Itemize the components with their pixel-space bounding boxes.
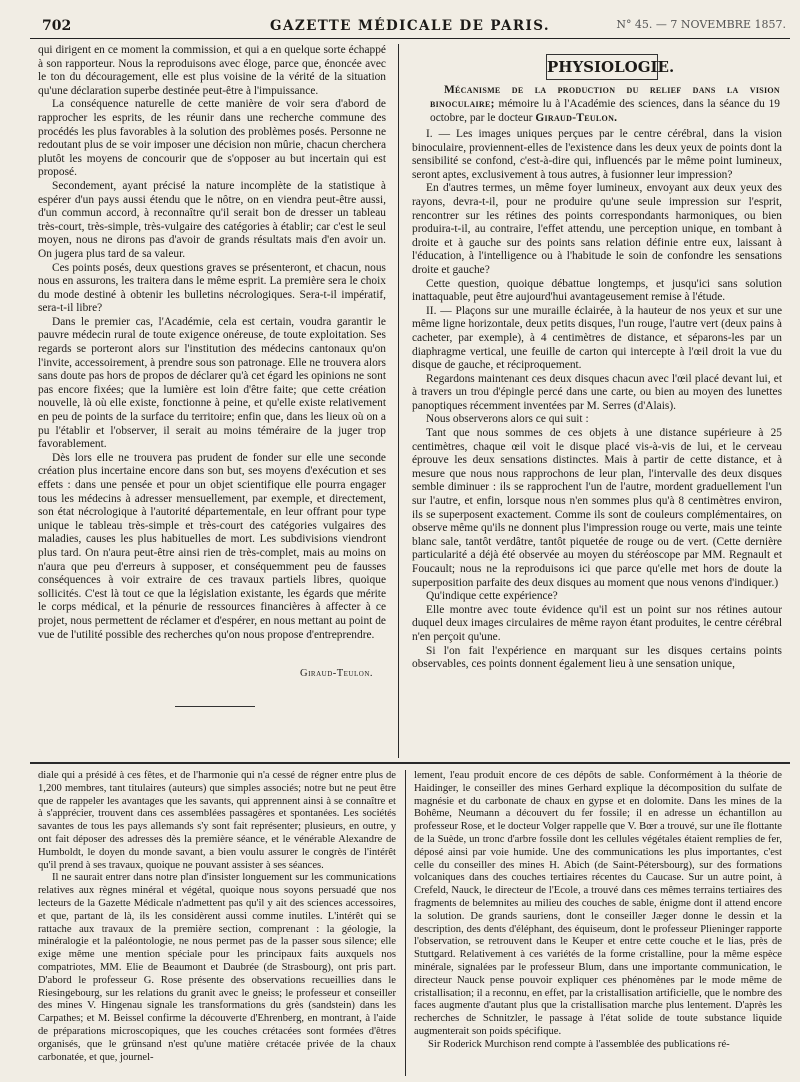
paragraph: Regardons maintenant ces deux disques chacun avec l'œil placé devant lui, et à travers un trou d'épingle percé dans une carte, ou bien au moyen des lunettes panoptiques récemment inventées par M. Serres (d'Alais).: [412, 372, 782, 412]
author-signature: Giraud-Teulon.: [300, 668, 374, 679]
end-rule: [175, 706, 255, 707]
paragraph: Ces points posés, deux questions graves se présenteront, et chacun, nous nous en assurons, les traitera dans le même esprit. La première sera le choix du mode destiné à obtenir les bulletins nécrologiques. Sera-t-il impératif, sera-t-il libre?: [38, 261, 386, 315]
paragraph: Dans le premier cas, l'Académie, cela est certain, voudra garantir le pauvre médecin rural de toute exigence onéreuse, de toute exploitation. Ses regards se porteront alors sur l'institution des médecins cantonaux qu'on l'invite, accessoirement, à prendre sous son patronage. Elle ne trouvera alors sans doute pas hors de propos de déclarer qu'à cet égard les opinions ne sont pas encore fixées; que la lumière est loin d'être faite; que cette création nouvelle, là où elle existe, fonctionne à peine, et qu'elle existe relativement en peu de points de la surface du territoire; enfin que, dans les lieux où on a pu l'établir et l'observer, il serait au moins téméraire de la juger trop favorablement.: [38, 315, 386, 451]
paragraph: Cette question, quoique débattue longtemps, et jusqu'ici sans solution inattaquable, peut être aujourd'hui avantageusement remise à l'étude.: [412, 277, 782, 304]
left-column: [38, 44, 386, 664]
paragraph: Secondement, ayant précisé la nature incomplète de la statistique à espérer d'un pays aussi étendu que le nôtre, on en viendra peut-être aussi, d'un commun accord, à reconnaître qu'il serait bon de dresser un tableau très-court, très-simple, très-vulgaire des catégories à établir; car c'est le seul moyen, nous ne dirons pas d'avoir de grands résultats mais d'en avoir un. On jugera plus tard de sa valeur.: [38, 179, 386, 260]
article-author: Giraud-Teulon.: [535, 111, 618, 124]
page-number: 702: [42, 18, 72, 34]
right-column: [412, 128, 782, 756]
paragraph: II. — Plaçons sur une muraille éclairée, à la hauteur de nos yeux et sur une même ligne horizontale, deux petits disques, l'un rouge, l'autre vert (deux pains à cacheter, par exemple), à 4 centimètres de distance, et séparons-les par un diaphragme vertical, une feuille de carton qui intercepte à l'œil droit la vue du disque de gauche, et réciproquement.: [412, 304, 782, 372]
paragraph: En d'autres termes, un même foyer lumineux, envoyant aux deux yeux des rayons, devra-t-il, pour ne produire qu'une seule impression sur l'esprit, rencontrer sur les rétines des points correspondants harmoniques, ou bien produira-t-il, au contraire, l'effet attendu, une perception unique, en tombant à droite et à gauche sur des points sans relation définie entre eux, laissant à l'éducation, à l'intelligence ou à l'habitude le soin de confondre les sensations droite et gauche?: [412, 182, 782, 276]
paragraph: diale qui a présidé à ces fêtes, et de l'harmonie qui n'a cessé de régner entre plus de 1,200 membres, tant titulaires (auteurs) que simples associés; notre but ne peut être que de rappeler les avantages que les savants, qui apprennent ainsi à se connaître et à s'apprécier, trouvent dans ces assemblées passagères et spontanées. Les sociétés savantes de tous les pays allemands s'y sont fait représenter; plusieurs, en outre, y ont fait déposer des adresses dès la première séance, et le vénérable Alexandre de Humboldt, le doyen du monde savant, a bien voulu assurer le congrès de l'intérêt qu'il prend à ses travaux, quoique ne pouvant assister à ses séances.: [38, 770, 396, 871]
bottom-right-column: [414, 770, 782, 1076]
column-divider-bottom: [405, 770, 406, 1076]
article-subtitle: mémoire lu à l'Académie des sciences, dans la séance du 19 octobre, par le docteur: [430, 97, 780, 124]
article-title: Mécanisme de la production du relief dans la vision binoculaire;: [430, 84, 780, 110]
section-separator: [30, 762, 790, 764]
issue-date: N° 45. — 7 NOVEMBRE 1857.: [616, 18, 786, 31]
paragraph: Dès lors elle ne trouvera pas prudent de fonder sur elle une seconde création plus incertaine encore dans son but, ses moyens d'exécution et ses effets : dans une pensée et pour un objet scientifique elle pourra engager tous les médecins à adresser mensuellement, par exemple, et directement, son état nécrologique à l'autorité départementale, en leur offrant pour type unique le tableau très-simple et très-court des catégories vulgaires des maladies, causes les plus habituelles de mort. Les subdivisions viendront plus tard. On n'aura peut-être ainsi rien de très-complet, mais au moins on n'aura que peu d'erreurs à supposer, et conséquemment peu de fausses conséquences à voir extraire de ces travaux partiels libres, quoique sollicités. C'est là tout ce que la législation existante, les égards que mérite le corps médical, et la pénurie de ressources financières à affecter à ce projet, nous permettent de réclamer et d'espérer, en nous mettant au point de vue de l'utilité possible des recherches qu'on nous propose d'entreprendre.: [38, 451, 386, 641]
article-heading: [430, 84, 780, 125]
paragraph: I. — Les images uniques perçues par le centre cérébral, dans la vision binoculaire, proviennent-elles de l'existence dans les deux yeux de points dont la sensibilité se confond, c'est-à-dire qui, influencés par le même point lumineux, seront aptes, exclusivement à tous autres, à fusionner leur impression?: [412, 128, 782, 181]
paragraph: Sir Roderick Murchison rend compte à l'assemblée des publications ré-: [428, 1038, 730, 1050]
column-divider: [398, 44, 399, 758]
paragraph: qui dirigent en ce moment la commission, et qui a en quelque sorte échappé à son rapporteur. Nous la reproduisons avec éloge, parce que, énoncée avec le ton du découragement, elle est plus voisine de la vérité de la situation qu'une déclaration superbe destinée peut-être à l'impuissance.: [38, 44, 386, 97]
paragraph: Si l'on fait l'expérience en marquant sur les disques certains points observables, ces points donnent également lieu à une sensation unique,: [412, 644, 782, 671]
section-title: PHYSIOLOGIE.: [546, 54, 658, 80]
paragraph: Nous observerons alors ce qui suit :: [426, 413, 589, 426]
journal-title: GAZETTE MÉDICALE DE PARIS.: [270, 18, 550, 34]
paragraph: Il ne saurait entrer dans notre plan d'insister longuement sur les communications relatives aux règnes minéral et végétal, quoique nous soyons persuadé que nos lecteurs de la Gazette Médicale n'admettent pas qu'il y ait des sciences accessoires, et que, partant de là, ils les considèrent aussi comme inutiles. L'intérêt qui se rattache aux travaux de la première section, comprenant : la géologie, la minéralogie et la paléontologie, ne nous permet pas de la passer sous silence; elle exige même une mention spéciale pour les principaux faits auxquels nos compatriotes, MM. Elie de Beaumont et Daubrée (de Strasbourg), ont pris part. D'abord le professeur G. Rose présente des observations recueillies dans le Riesingebourg, sur les relations du granit avec le gneiss; le professeur et conseiller des mines V. Hingenau signale les transformations du grès (sandstein) dans les Carpathes; et M. Beissel confirme la découverte d'Ehrenberg, en montrant, à l'aide de préparations microscopiques, que les couches crétacées sont formées d'êtres organisés, que le grünsand n'est qu'une matière crétacée privée de la chaux carbonatée, et que, journel-: [38, 872, 396, 1063]
paragraph: La conséquence naturelle de cette manière de voir sera d'abord de rapprocher les esprits, de les réunir dans une recherche commune des procédés les plus favorables à la solution des problèmes posés. Personne ne redoutant plus de se voir imposer une décision non mûrie, chacun cherchera plutôt les moyens de concourir que de s'opposer au but incertain qui est proposé.: [38, 98, 386, 179]
paragraph: Tant que nous sommes de ces objets à une distance supérieure à 25 centimètres, chaque œil voit le disque placé vis-à-vis de lui, et le cerveau éprouve les deux sensations distinctes. Mais à partir de cette distance, et à mesure que nous nous rapprochons de leur plan, l'intervalle des deux disques semble diminuer : ils se rapprochent l'un de l'autre, mordent graduellement l'un sur l'autre, et enfin, lorsque nous n'en sommes plus qu'à 8 centimètres environ, ils se superposent exactement. Comme ils sont de couleurs complémentaires, on observe même qu'ils ne donnent plus l'impression rouge ou verte, mais une teinte blanc sale, tantôt verdâtre, tantôt piquetée de rouge ou de vert. (Cette dernière particularité a déjà été observée au moyen du stéréoscope par MM. Regnault et Foucault; nous ne la reproduisons ici que parce qu'elle met hors de doute la superposition parfaite des deux disques au moment que nous venons d'indiquer.): [412, 427, 782, 589]
bottom-left-column: [38, 770, 396, 1076]
paragraph: lement, l'eau produit encore de ces dépôts de sable. Conformément à la théorie de Haidinger, le conseiller des mines Gerhard explique la décomposition du sulfate de magnésie et du carbonate de chaux en gypse et en dolomite. Dans les mines de la Bohême, Neumann a découvert du fer fossile; il en adresse un échantillon au professeur Rose, et le docteur Volger rappelle que V. Bœr a trouvé, sur une île flottante de la Suède, un tronc d'arbre fossile dont les cellules végétales étaient remplies de fer, déposé ainsi par voie humide. Une des communications les plus importantes, c'est celle du conseiller des mines H. Abich (de Saint-Pétersbourg), sur des formations volcaniques dans des couches tertiaires récentes du Caucase. Sur un autre point, à Crefeld, Nauck, le directeur de l'Ecole, a trouvé dans ces mêmes terrains tertiaires des fragments de belemnites au milieu des couches de sable, énigme dont il attend encore la solution. De grands sauriens, dont le conseiller Jæger donne le dessin et la description, des dents d'éléphant, des équiseum, dont le professeur Plieninger rapporte l'observation, se retrouvent dans le Keuper et entre cette couche et le lias, près de Stuttgard. Relativement à ces variétés de la forme cristalline, pour la même espèce minérale, signalées par le professeur Blum, dans une importante communication, le directeur Nauck pense pouvoir expliquer ces phénomènes par le mode même de cristallisation; il a reconnu, en effet, par la cristallisation artificielle, que le nombre des faces augmente d'autant plus que la cristallisation marche plus lentement. D'après les recherches de Schnitzler, le passage à l'état solide de toute substance liquide augmenterait son poids spécifique.: [414, 770, 782, 1037]
paragraph: Qu'indique cette expérience?: [426, 590, 558, 603]
page-header: [30, 8, 790, 39]
paragraph: Elle montre avec toute évidence qu'il est un point sur nos rétines autour duquel deux images circulaires de même rayon étant produites, le centre cérébral n'en perçoit qu'une.: [412, 603, 782, 643]
